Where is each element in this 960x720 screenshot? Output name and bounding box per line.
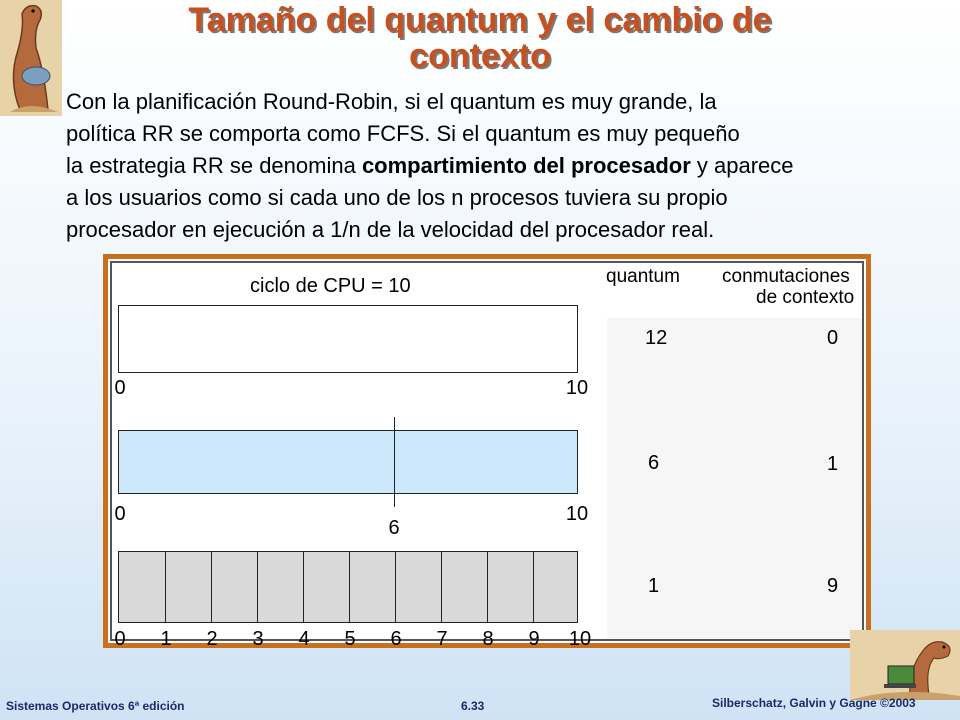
dinosaur-laptop-icon xyxy=(850,630,960,700)
switch-column-bg xyxy=(722,318,862,638)
switches-header-line-2: de contexto xyxy=(756,287,855,308)
quantum-value: 12 xyxy=(645,327,668,349)
quantum-value: 6 xyxy=(648,452,660,474)
switches-value: 1 xyxy=(827,453,839,475)
bold-term: compartimiento del procesador xyxy=(361,153,691,178)
switches-value: 9 xyxy=(827,575,839,597)
tick-label: 10 xyxy=(568,628,592,650)
tick-label: 6 xyxy=(390,628,402,650)
tick-label: 0 xyxy=(114,503,126,525)
quantum-split-line xyxy=(394,417,395,507)
time-slice-divider xyxy=(211,552,212,622)
body-line: política RR se comporta como FCFS. Si el quantum es muy pequeño xyxy=(66,121,740,146)
body-text-segment: la estrategia RR se denomina xyxy=(66,153,362,178)
tick-label: 2 xyxy=(206,628,218,650)
tick-label: 10 xyxy=(565,377,589,399)
footer-book-title: Sistemas Operativos 6ª edición xyxy=(6,699,185,713)
tick-label: 9 xyxy=(528,628,540,650)
title-line-2: contexto xyxy=(409,37,551,75)
footer-page-number: 6.33 xyxy=(461,699,485,713)
time-slice-divider xyxy=(257,552,258,622)
tick-label: 10 xyxy=(565,503,589,525)
time-slice-divider xyxy=(395,552,396,622)
tick-label: 4 xyxy=(298,628,310,650)
quantum-diagram xyxy=(103,254,871,648)
footer-authors: Silberschatz, Galvin y Gagne ©2003 xyxy=(712,696,916,710)
switches-value: 0 xyxy=(827,327,839,349)
time-slice-divider xyxy=(165,552,166,622)
timeline-bar-quantum-1 xyxy=(118,551,578,623)
switches-header-line-1: conmutaciones xyxy=(722,266,850,287)
body-text-segment: y aparece xyxy=(690,153,794,178)
tick-label: 1 xyxy=(160,628,172,650)
quantum-header: quantum xyxy=(606,266,680,287)
quantum-value: 1 xyxy=(648,575,660,597)
timeline-bar-quantum-6 xyxy=(118,430,578,494)
time-slice-divider xyxy=(349,552,350,622)
dinosaur-mascot-icon xyxy=(0,0,62,116)
time-slice-divider xyxy=(303,552,304,622)
tick-label: 5 xyxy=(344,628,356,650)
slide-title xyxy=(100,2,860,74)
title-line-1: Tamaño del quantum y el cambio de xyxy=(188,1,772,39)
tick-label: 3 xyxy=(252,628,264,650)
tick-label: 6 xyxy=(388,517,400,539)
timeline-bar-quantum-12 xyxy=(118,305,578,373)
body-paragraph xyxy=(66,86,956,246)
body-line: procesador en ejecución a 1/n de la velocidad del procesador real. xyxy=(66,217,715,242)
tick-label: 0 xyxy=(114,628,126,650)
body-line: a los usuarios como si cada uno de los n procesos tuviera su propio xyxy=(66,185,728,210)
tick-label: 7 xyxy=(436,628,448,650)
body-line xyxy=(66,150,956,182)
tick-label: 0 xyxy=(114,377,126,399)
tick-label: 8 xyxy=(482,628,494,650)
time-slice-divider xyxy=(533,552,534,622)
cpu-cycle-label: ciclo de CPU = 10 xyxy=(250,275,411,297)
time-slice-divider xyxy=(487,552,488,622)
quantum-column-bg xyxy=(607,318,722,638)
body-line: Con la planificación Round-Robin, si el quantum es muy grande, la xyxy=(66,89,717,114)
diagram-frame xyxy=(110,261,864,650)
time-slice-divider xyxy=(441,552,442,622)
